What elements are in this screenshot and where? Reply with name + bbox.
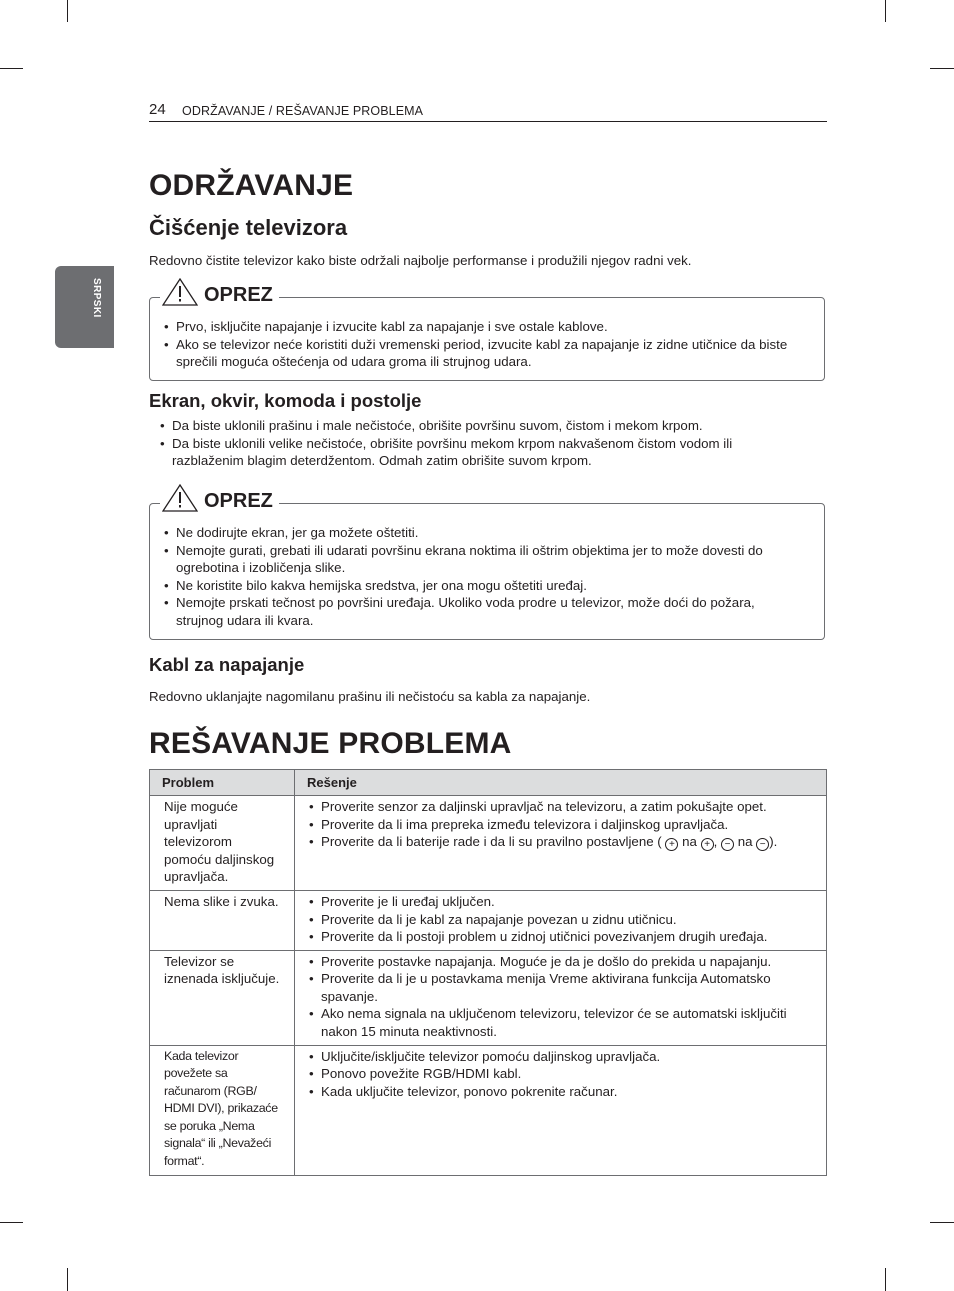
list-item: • Prvo, isključite napajanje i izvucite kabl za napajanje i sve ostale kablove. [164, 318, 804, 336]
column-header: Rešenje [295, 770, 827, 796]
solution-cell [295, 950, 827, 1045]
table-row [150, 1045, 827, 1175]
list-item: • Proverite da li postoji problem u zidnoj utičnici povezivanjem drugih uređaja. [309, 928, 814, 946]
cleaning-intro: Redovno čistite televizor kako biste održali najbolje performanse i produžili njegov radni vek. [149, 253, 692, 268]
list-item: • Proverite da li je kabl za napajanje povezan u zidnu utičnicu. [309, 911, 814, 929]
warning-icon [162, 484, 198, 512]
caution-header [160, 482, 279, 512]
caution-box [149, 284, 825, 381]
solution-cell [295, 891, 827, 951]
crop-mark [0, 1222, 23, 1223]
solution-list [309, 893, 814, 946]
minus-icon: − [756, 838, 769, 851]
list-item: • Ponovo povežite RGB/HDMI kabl. [309, 1065, 814, 1083]
solution-cell [295, 796, 827, 891]
list-item: • Proverite senzor za daljinski upravljač na televizoru, a zatim pokušajte opet. [309, 798, 814, 816]
plus-icon: + [665, 838, 678, 851]
caution-label: OPREZ [204, 284, 273, 306]
warning-icon [162, 278, 198, 306]
list-item: • Nemojte gurati, grebati ili udarati površinu ekrana noktima ili oštrim objektima jer to može dovesti do ogrebotina i izobličenja slike. [164, 542, 804, 577]
crop-mark [885, 0, 886, 22]
cable-title: Kabl za napajanje [149, 654, 305, 675]
minus-icon: − [721, 838, 734, 851]
table-header-row [150, 770, 827, 796]
list-item: • Proverite da li je u postavkama menija Vreme aktivirana funkcija Automatsko spavanje. [309, 970, 814, 1005]
problem-cell: Televizor se iznenada isključuje. [150, 950, 295, 1045]
list-item: • Ako se televizor neće koristiti duži vremenski period, izvucite kabl za napajanje iz zidne utičnice da biste sprečili moguća oštećenja od udara groma ili strujnog udara. [164, 336, 804, 371]
list-item: • Ako nema signala na uključenom televizoru, televizor će se automatski isključiti nakon 15 minuta neaktivnosti. [309, 1005, 814, 1040]
cable-text: Redovno uklanjajte nagomilanu prašinu ili nečistoću sa kabla za napajanje. [149, 689, 591, 704]
troubleshooting-table [149, 769, 827, 1176]
page-header [149, 101, 827, 122]
caution-box [149, 490, 825, 640]
screen-list [160, 417, 800, 470]
crop-mark [67, 1268, 68, 1291]
problem-cell: Nema slike i zvuka. [150, 891, 295, 951]
problem-cell: Nije moguće upravljati televizorom pomoću daljinskog upravljača. [150, 796, 295, 891]
cleaning-title: Čišćenje televizora [149, 215, 348, 240]
list-item: • Proverite da li baterije rade i da li su pravilno postavljene ( + na + , − na − ). [309, 833, 814, 851]
crop-mark [67, 0, 68, 22]
list-item: • Proverite postavke napajanja. Moguće je da je došlo do prekida u napajanju. [309, 953, 814, 971]
list-item: • Nemojte prskati tečnost po površini uređaja. Ukoliko voda prodre u televizor, može doći do požara, strujnog udara ili kvara. [164, 594, 804, 629]
caution-label: OPREZ [204, 490, 273, 512]
list-item: • Ne dodirujte ekran, jer ga možete oštetiti. [164, 524, 804, 542]
list-item: • Da biste uklonili velike nečistoće, obrišite površinu mekom krpom nakvašenom čistom vodom ili razblaženim blagim deterdžentom. Odmah zatim obrišite suvom krpom. [160, 435, 800, 470]
crop-mark [930, 1222, 954, 1223]
table-row [150, 891, 827, 951]
list-item: • Proverite da li ima prepreka između televizora i daljinskog upravljača. [309, 816, 814, 834]
maintenance-title: ODRŽAVANJE [149, 169, 354, 202]
table-row [150, 950, 827, 1045]
list-item: • Ne koristite bilo kakva hemijska sredstva, jer ona mogu oštetiti uređaj. [164, 577, 804, 595]
solution-list [309, 953, 814, 1041]
list-item: • Uključite/isključite televizor pomoću daljinskog upravljača. [309, 1048, 814, 1066]
solution-list [309, 1048, 814, 1101]
column-header: Problem [150, 770, 295, 796]
caution-list [164, 524, 804, 629]
crop-mark [885, 1268, 886, 1291]
problem-cell: Kada televizor povežete sa računarom (RGB/ HDMI DVI), prikazaće se poruka „Nema signala“ ili „Nevažeći format“. [150, 1045, 295, 1175]
crop-mark [0, 68, 23, 69]
troubleshooting-title: REŠAVANJE PROBLEMA [149, 727, 512, 760]
breadcrumb: ODRŽAVANJE / REŠAVANJE PROBLEMA [182, 104, 424, 118]
language-tab [55, 266, 114, 348]
list-item: • Proverite je li uređaj uključen. [309, 893, 814, 911]
solution-cell [295, 1045, 827, 1175]
language-tab-label: SRPSKI [91, 278, 102, 318]
caution-list [164, 318, 804, 371]
caution-header [160, 276, 279, 306]
plus-icon: + [701, 838, 714, 851]
list-item: • Da biste uklonili prašinu i male nečistoće, obrišite površinu suvom, čistom i mekom krpom. [160, 417, 800, 435]
page-number: 24 [149, 101, 166, 118]
solution-list [309, 798, 814, 851]
crop-mark [930, 68, 954, 69]
list-item: • Kada uključite televizor, ponovo pokrenite računar. [309, 1083, 814, 1101]
screen-title: Ekran, okvir, komoda i postolje [149, 390, 422, 411]
table-row [150, 796, 827, 891]
